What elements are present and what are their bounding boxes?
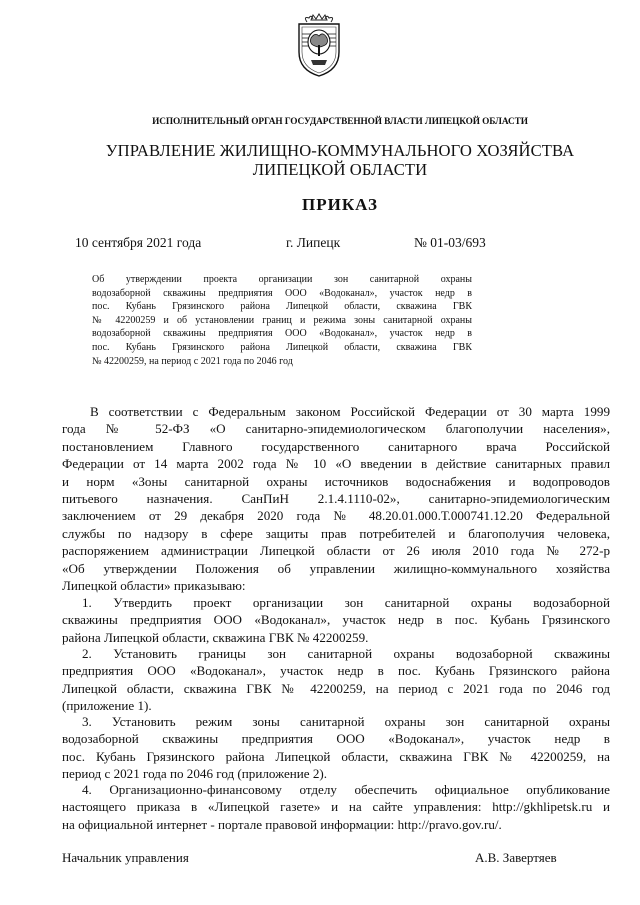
body-line: 1. Утвердить проект организации зон санитарной охраны водозаборной [82,595,610,610]
body-line: заключением от 29 декабря 2020 года № 48.20.01.000.Т.000741.12.20 Федеральной [62,508,610,524]
body-line: В соответствии с Федеральным законом Российской Федерации от 30 марта 1999 [90,404,610,419]
body-line: настоящего приказа в «Липецкой газете» и на сайте управления: http://gkhlipetsk.ru и [62,799,610,815]
order-date: 10 сентября 2021 года [75,235,202,250]
body-line: питьевого назначения. СанПиН 2.1.4.1110-02», санитарно-эпидемиологическим [62,491,610,507]
body-line: Липецкой области» приказываю: [62,578,246,594]
body-line: 2. Установить границы зон санитарной охраны водозаборной скважины [82,646,610,661]
body-line: пос. Кубань Грязинского района Липецкой области, скважина ГВК № 42200259, на [62,748,610,764]
subject-line: № 42200259 и об установлении границ и режима зоны санитарной охраны [92,314,472,326]
body-line: 4. Организационно-финансовому отделу обеспечить официальное опубликование [82,782,610,797]
body-line: и норм «Зоны санитарной охраны источников водоснабжения и водопроводов [62,473,610,489]
coat-of-arms-emblem [293,12,345,78]
order-city: г. Липецк [286,235,341,250]
order-item-2 [62,645,610,715]
order-item-1 [62,594,610,646]
body-line: период с 2021 года по 2046 год (приложение 2). [62,766,328,782]
subject-line: № 42200259, на период с 2021 года по 2046 год [92,355,293,367]
document-type-title: ПРИКАЗ [302,195,378,214]
body-line: на официальной интернет - портале правовой информации: http://pravo.gov.ru/. [62,816,502,832]
signatory-position: Начальник управления [62,850,189,865]
order-subject [92,273,472,368]
body-line: водозаборной скважины предприятия ООО «Водоканал», участок недр в [62,731,610,747]
order-item-3 [62,713,610,783]
body-line: 3. Установить режим зоны санитарной охраны зон санитарной охраны [82,714,610,729]
order-number: № 01-03/693 [414,235,486,250]
subject-line: пос. Кубань Грязинского района Липецкой области, скважина ГВК [92,301,472,313]
subject-line: пос. Кубань Грязинского района Липецкой области, скважина ГВК [92,341,472,353]
body-line: Федерации от 14 марта 2002 года № 10 «О введении в действие санитарных правил [62,456,610,472]
body-line: скважины предприятия ООО «Водоканал», участок недр в пос. Кубань Грязинского [62,612,610,628]
subject-line: водозаборной скважины предприятия ООО «Водоканал», участок недр в [92,328,472,340]
body-line: Липецкой области, скважина ГВК № 42200259, на период с 2021 года по 2046 год [62,680,610,696]
department-name-line2: ЛИПЕЦКОЙ ОБЛАСТИ [252,160,428,179]
body-line: года № 52-ФЗ «О санитарно-эпидемиологическом благополучии населения», [62,421,610,437]
body-line: предприятия ООО «Водоканал», участок недр в пос. Кубань Грязинского района [62,663,610,679]
preamble-paragraph [62,403,610,594]
body-line: «Об утверждении Положения об управлении жилищно-коммунального хозяйства [62,560,610,576]
signatory-name: А.В. Завертяев [475,850,557,865]
body-line: распоряжением администрации Липецкой области от 26 июля 2010 года № 272-р [62,543,610,559]
issuing-authority: ИСПОЛНИТЕЛЬНЫЙ ОРГАН ГОСУДАРСТВЕННОЙ ВЛАСТИ ЛИПЕЦКОЙ ОБЛАСТИ [152,117,528,127]
department-name-line1: УПРАВЛЕНИЕ ЖИЛИЩНО-КОММУНАЛЬНОГО ХОЗЯЙСТВА [105,141,575,160]
subject-line: водозаборной скважины предприятия ООО «Водоканал», участок недр в [92,287,472,299]
body-line: (приложение 1). [62,698,152,714]
subject-line: Об утверждении проекта организации зон санитарной охраны [92,274,472,285]
body-line: постановлением Главного государственного санитарного врача Российской [62,438,610,454]
order-item-4 [62,781,610,833]
body-line: службы по надзору в сфере защиты прав потребителей и благополучия человека, [62,525,610,541]
body-line: района Липецкой области, скважина ГВК № 42200259. [62,629,369,645]
